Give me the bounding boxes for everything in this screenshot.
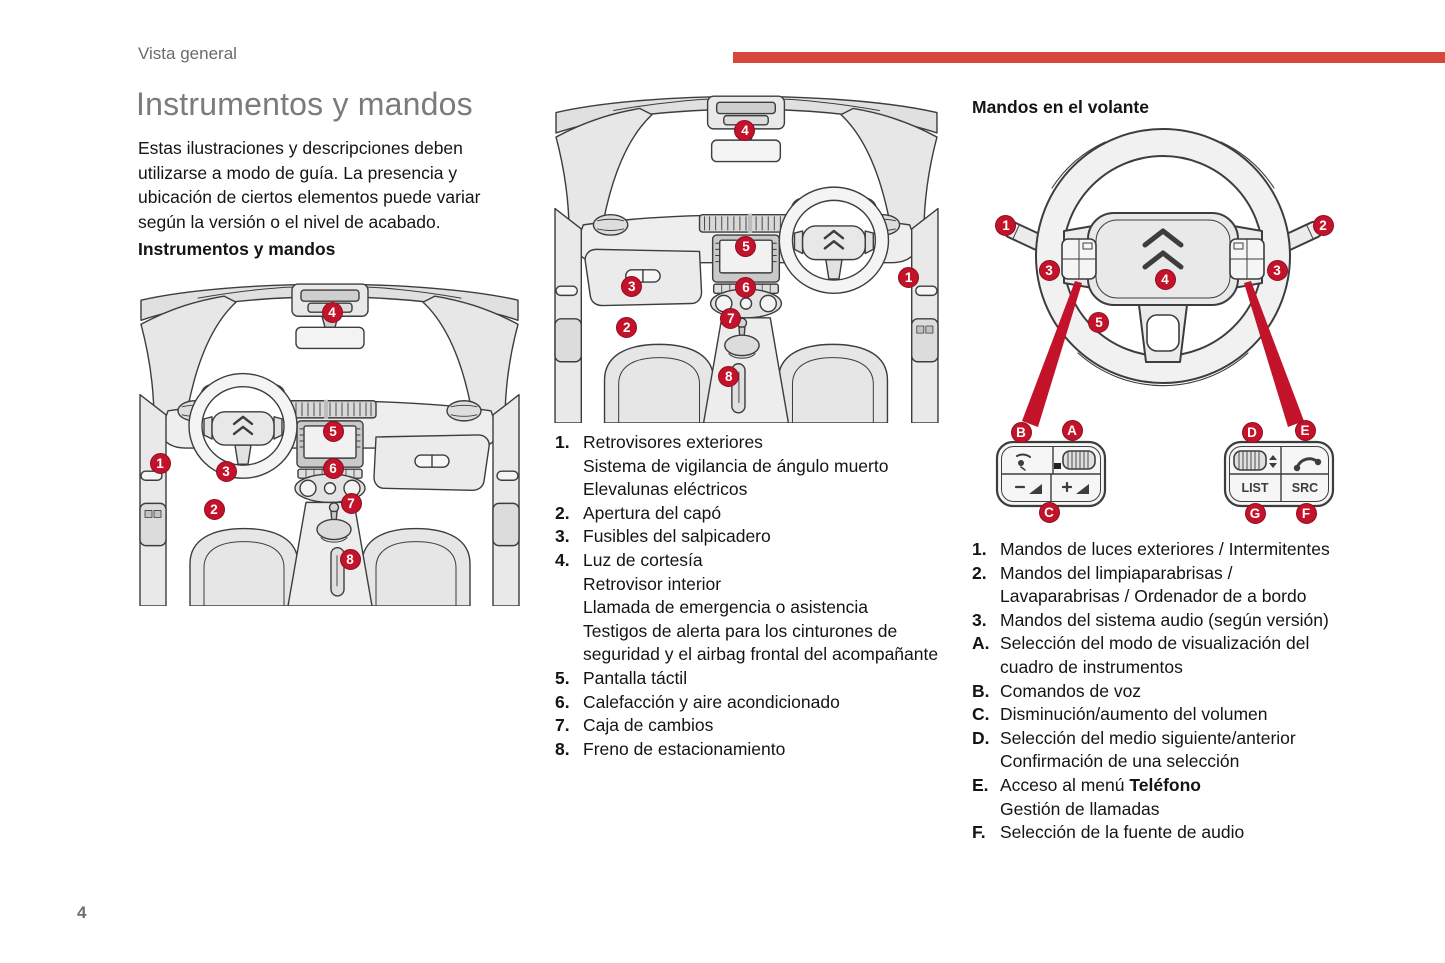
callout-d: D bbox=[1242, 422, 1263, 443]
legend-item bbox=[972, 727, 1445, 774]
legend-item-label: 2. bbox=[972, 562, 987, 583]
callout-7: 7 bbox=[341, 493, 362, 514]
legend-item-label: 8. bbox=[555, 738, 570, 759]
legend-item-label: 6. bbox=[555, 691, 570, 712]
legend-item-text: Mandos de luces exteriores / Intermitentes bbox=[1000, 539, 1330, 559]
legend-item-text: Acceso al menú Teléfono Gestión de llamadas bbox=[1000, 774, 1201, 819]
list-button-label: LIST bbox=[1241, 481, 1269, 495]
figure-steering-wheel bbox=[975, 115, 1345, 535]
legend-item bbox=[972, 632, 1445, 679]
page-title: Instrumentos y mandos bbox=[136, 86, 473, 122]
legend-item bbox=[972, 774, 1445, 821]
wheel-hub bbox=[1088, 213, 1238, 305]
right-spoke-buttons bbox=[1230, 239, 1264, 279]
legend-item-text: Freno de estacionamiento bbox=[583, 738, 786, 759]
legend-item-text: Selección del modo de visualización del cuadro de instrumentos bbox=[1000, 633, 1310, 677]
callout-8: 8 bbox=[718, 366, 739, 387]
legend-item-text: Retrovisores exteriores Sistema de vigilancia de ángulo muerto Elevalunas eléctricos bbox=[583, 432, 889, 500]
callout-4: 4 bbox=[734, 120, 755, 141]
legend-item bbox=[972, 703, 1445, 727]
legend-item bbox=[555, 549, 965, 667]
legend-item bbox=[972, 680, 1445, 704]
intro-paragraph-line: según la versión o el nivel de acabado. bbox=[138, 211, 441, 232]
callout-1: 1 bbox=[995, 215, 1016, 236]
legend-item-text: Pantalla táctil bbox=[583, 667, 688, 688]
callout-e: E bbox=[1295, 420, 1316, 441]
left-spoke-buttons bbox=[1062, 239, 1096, 279]
legend-item-label: 1. bbox=[972, 539, 987, 559]
callout-8: 8 bbox=[340, 549, 361, 570]
callout-3: 3 bbox=[621, 276, 642, 297]
callout-4: 4 bbox=[1155, 269, 1176, 290]
legend-item-label: 3. bbox=[555, 526, 570, 547]
callout-f: F bbox=[1296, 503, 1317, 524]
callout-7: 7 bbox=[720, 308, 741, 329]
legend-item-text: Fusibles del salpicadero bbox=[583, 526, 771, 547]
right-control-pad bbox=[1225, 442, 1333, 506]
legend-item-label: B. bbox=[972, 680, 990, 701]
legend-item-label: 3. bbox=[972, 609, 987, 630]
instruments-legend-list bbox=[555, 431, 965, 761]
legend-item-label: D. bbox=[972, 727, 990, 748]
legend-item bbox=[972, 562, 1445, 609]
legend-item bbox=[972, 821, 1445, 845]
legend-item-label: 7. bbox=[555, 715, 570, 736]
legend-item-label: A. bbox=[972, 633, 990, 654]
legend-item-text: Mandos del sistema audio (según versión) bbox=[1000, 609, 1329, 630]
legend-item bbox=[555, 431, 965, 502]
callout-c: C bbox=[1039, 502, 1060, 523]
legend-item-text: Selección de la fuente de audio bbox=[1000, 822, 1245, 843]
figure-dashboard-left-hand-drive bbox=[138, 274, 521, 606]
legend-item-label: C. bbox=[972, 704, 990, 725]
section-header: Vista general bbox=[138, 44, 237, 63]
callout-3: 3 bbox=[1267, 260, 1288, 281]
intro-paragraph-line: ubicación de ciertos elementos puede variar bbox=[138, 187, 481, 208]
subsection-heading: Instrumentos y mandos bbox=[138, 239, 336, 259]
callout-5: 5 bbox=[1088, 312, 1109, 333]
callout-b: B bbox=[1011, 422, 1032, 443]
legend-item-text: Selección del medio siguiente/anterior Confirmación de una selección bbox=[1000, 727, 1296, 772]
callout-2: 2 bbox=[1313, 215, 1334, 236]
callout-3: 3 bbox=[216, 461, 237, 482]
legend-item bbox=[555, 738, 965, 762]
callout-a: A bbox=[1062, 420, 1083, 441]
legend-item-label: 5. bbox=[555, 667, 570, 688]
callout-5: 5 bbox=[735, 236, 756, 257]
legend-item bbox=[555, 525, 965, 549]
callout-6: 6 bbox=[735, 277, 756, 298]
legend-item-text: Apertura del capó bbox=[583, 502, 722, 523]
src-button-label: SRC bbox=[1291, 481, 1319, 495]
legend-item-text: Mandos del limpiaparabrisas / Lavaparabrisas / Ordenador de a bordo bbox=[1000, 562, 1307, 607]
legend-item bbox=[555, 714, 965, 738]
legend-item bbox=[972, 538, 1445, 562]
intro-paragraph bbox=[138, 136, 480, 234]
legend-item-text: Luz de cortesía Retrovisor interior Llamada de emergencia o asistencia Testigos de alerta para los cinturones de seguridad y el airbag frontal del acompañante bbox=[583, 549, 939, 665]
callout-4: 4 bbox=[322, 302, 343, 323]
steering-controls-legend-list bbox=[972, 538, 1445, 845]
steering-section-heading: Mandos en el volante bbox=[972, 97, 1149, 117]
legend-item-label: F. bbox=[972, 822, 986, 843]
callout-1: 1 bbox=[150, 453, 171, 474]
left-control-pad bbox=[997, 442, 1105, 506]
legend-item-label: 1. bbox=[555, 432, 570, 452]
callout-2: 2 bbox=[616, 317, 637, 338]
legend-item-label: 2. bbox=[555, 502, 570, 523]
intro-paragraph-line: Estas ilustraciones y descripciones deben bbox=[138, 138, 463, 158]
callout-1: 1 bbox=[898, 267, 919, 288]
figure-dashboard-right-hand-drive bbox=[553, 86, 940, 423]
legend-item-label: 4. bbox=[555, 549, 570, 570]
intro-paragraph-line: utilizarse a modo de guía. La presencia y bbox=[138, 162, 458, 183]
legend-item bbox=[555, 691, 965, 715]
callout-2: 2 bbox=[204, 499, 225, 520]
accent-bar bbox=[733, 52, 1445, 63]
page-number: 4 bbox=[77, 903, 87, 922]
legend-item-text: Disminución/aumento del volumen bbox=[1000, 704, 1268, 725]
callout-g: G bbox=[1245, 503, 1266, 524]
legend-item bbox=[555, 502, 965, 526]
callout-3: 3 bbox=[1039, 260, 1060, 281]
legend-item-text: Comandos de voz bbox=[1000, 680, 1142, 701]
legend-item-text: Caja de cambios bbox=[583, 715, 714, 736]
legend-item bbox=[555, 667, 965, 691]
legend-item bbox=[972, 609, 1445, 633]
callout-5: 5 bbox=[323, 421, 344, 442]
legend-item-label: E. bbox=[972, 774, 989, 795]
legend-item-text: Calefacción y aire acondicionado bbox=[583, 691, 840, 712]
steering-wheel-illustration bbox=[975, 115, 1345, 535]
callout-6: 6 bbox=[323, 458, 344, 479]
